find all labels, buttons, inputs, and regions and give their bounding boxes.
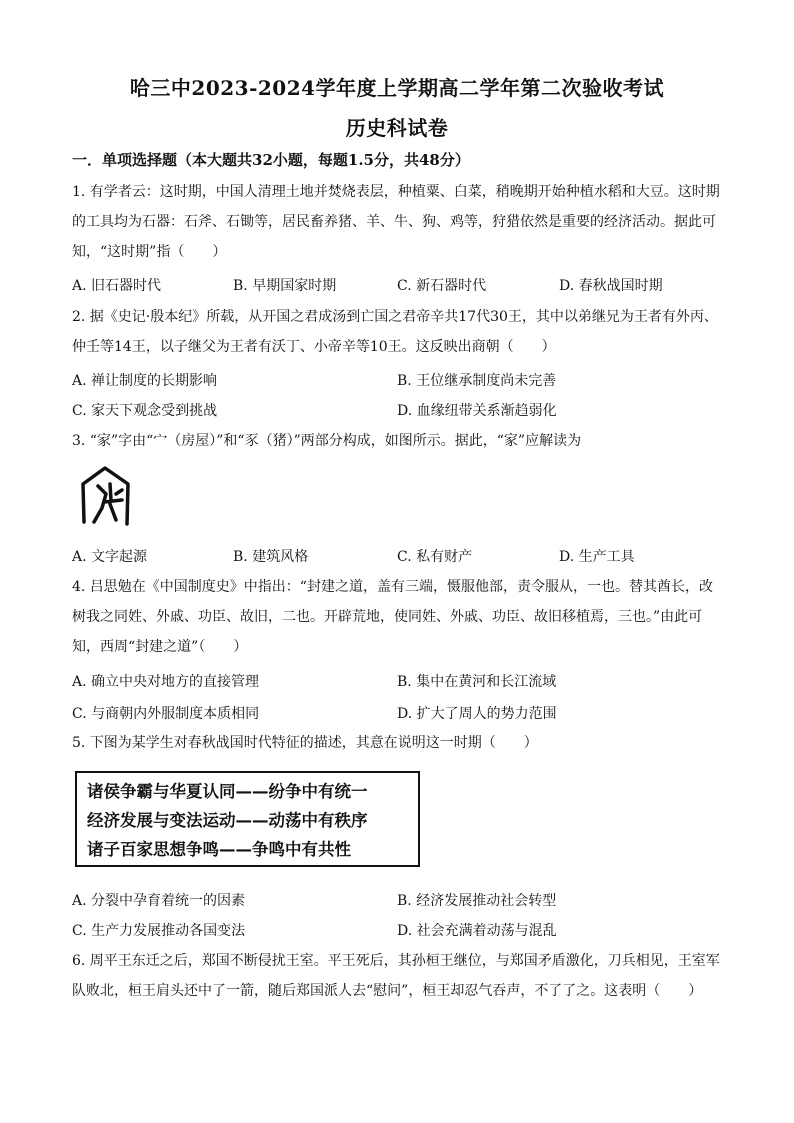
option-b[interactable]: B. 早期国家时期 <box>233 278 337 294</box>
question-1-stem <box>72 177 732 267</box>
option-a[interactable]: A. 分裂中孕育着统一的因素 <box>72 893 246 909</box>
option-b[interactable]: B. 建筑风格 <box>233 549 309 565</box>
question-line: 4. 吕思勉在《中国制度史》中指出：“封建之道，盖有三端，慑服他部，责令服从，一也。替其酋长，改 <box>72 579 713 595</box>
question-line: 知，“这时期”指（ ） <box>72 244 227 260</box>
option-c[interactable]: C. 家天下观念受到挑战 <box>72 403 218 419</box>
question-line: 3. “家”字由“宀（房屋）”和“豕（猪）”两部分构成，如图所示。据此，“家”应解读为 <box>72 433 582 449</box>
option-c[interactable]: C. 私有财产 <box>397 549 473 565</box>
option-c[interactable]: C. 生产力发展推动各国变法 <box>72 923 246 939</box>
option-a[interactable]: A. 文字起源 <box>72 549 148 565</box>
question-line: 知，西周“封建之道”（ ） <box>72 639 248 655</box>
question-6-stem <box>72 946 732 1006</box>
question-line: 仲壬等14王，以子继父为王者有沃丁、小帝辛等10王。这反映出商朝（ ） <box>72 339 556 355</box>
figure-line: 诸侯争霸与华夏认同——纷争中有统一 <box>87 782 368 801</box>
exam-subtitle: 历史科试卷 <box>345 116 449 140</box>
question-line: 5. 下图为某学生对春秋战国时代特征的描述，其意在说明这一时期（ ） <box>72 735 538 751</box>
spring-autumn-features-figure <box>75 771 420 867</box>
option-d[interactable]: D. 扩大了周人的势力范围 <box>397 706 557 722</box>
option-a[interactable]: A. 禅让制度的长期影响 <box>72 373 218 389</box>
question-line: 队败北，桓王肩头还中了一箭，随后郑国派人去“慰问”，桓王却忍气吞声，不了了之。这表明（ ） <box>72 983 703 999</box>
ancient-jia-character-figure <box>76 464 134 528</box>
option-d[interactable]: D. 生产工具 <box>559 549 635 565</box>
question-5-stem <box>72 728 732 758</box>
question-line: 树我之同姓、外戚、功臣、故旧，二也。开辟荒地，使同姓、外戚、功臣、故旧移植焉，三也。”由此可 <box>72 609 703 625</box>
option-d[interactable]: D. 血缘纽带关系渐趋弱化 <box>397 403 557 419</box>
option-d[interactable]: D. 春秋战国时期 <box>559 278 663 294</box>
exam-title: 哈三中2023-2024学年度上学期高二学年第二次验收考试 <box>129 76 665 100</box>
option-c[interactable]: C. 与商朝内外服制度本质相同 <box>72 706 260 722</box>
figure-line: 诸子百家思想争鸣——争鸣中有共性 <box>87 840 351 859</box>
section-heading: 一．单项选择题（本大题共32小题，每题1.5分，共48分） <box>72 151 470 169</box>
option-d[interactable]: D. 社会充满着动荡与混乱 <box>397 923 557 939</box>
option-c[interactable]: C. 新石器时代 <box>397 278 487 294</box>
question-line: 6. 周平王东迁之后，郑国不断侵扰王室。平王死后，其孙桓王继位，与郑国矛盾激化，刀兵相见，王室军 <box>72 953 720 969</box>
question-line: 1. 有学者云：这时期，中国人清理土地并焚烧表层，种植粟、白菜，稍晚期开始种植水稻和大豆。这时期 <box>72 184 720 200</box>
option-b[interactable]: B. 集中在黄河和长江流域 <box>397 674 557 690</box>
option-a[interactable]: A. 确立中央对地方的直接管理 <box>72 674 260 690</box>
question-4-stem <box>72 572 732 662</box>
option-a[interactable]: A. 旧石器时代 <box>72 278 162 294</box>
option-b[interactable]: B. 经济发展推动社会转型 <box>397 893 557 909</box>
question-line: 的工具均为石器：石斧、石锄等，居民畜养猪、羊、牛、狗、鸡等，狩猎依然是重要的经济活动。据此可 <box>72 214 716 230</box>
figure-line: 经济发展与变法运动——动荡中有秩序 <box>87 811 368 830</box>
question-line: 2. 据《史记·殷本纪》所载，从开国之君成汤到亡国之君帝辛共17代30王，其中以弟继兄为王者有外丙、 <box>72 309 718 325</box>
option-b[interactable]: B. 王位继承制度尚未完善 <box>397 373 557 389</box>
question-2-stem <box>72 302 732 362</box>
question-3-stem <box>72 426 732 456</box>
